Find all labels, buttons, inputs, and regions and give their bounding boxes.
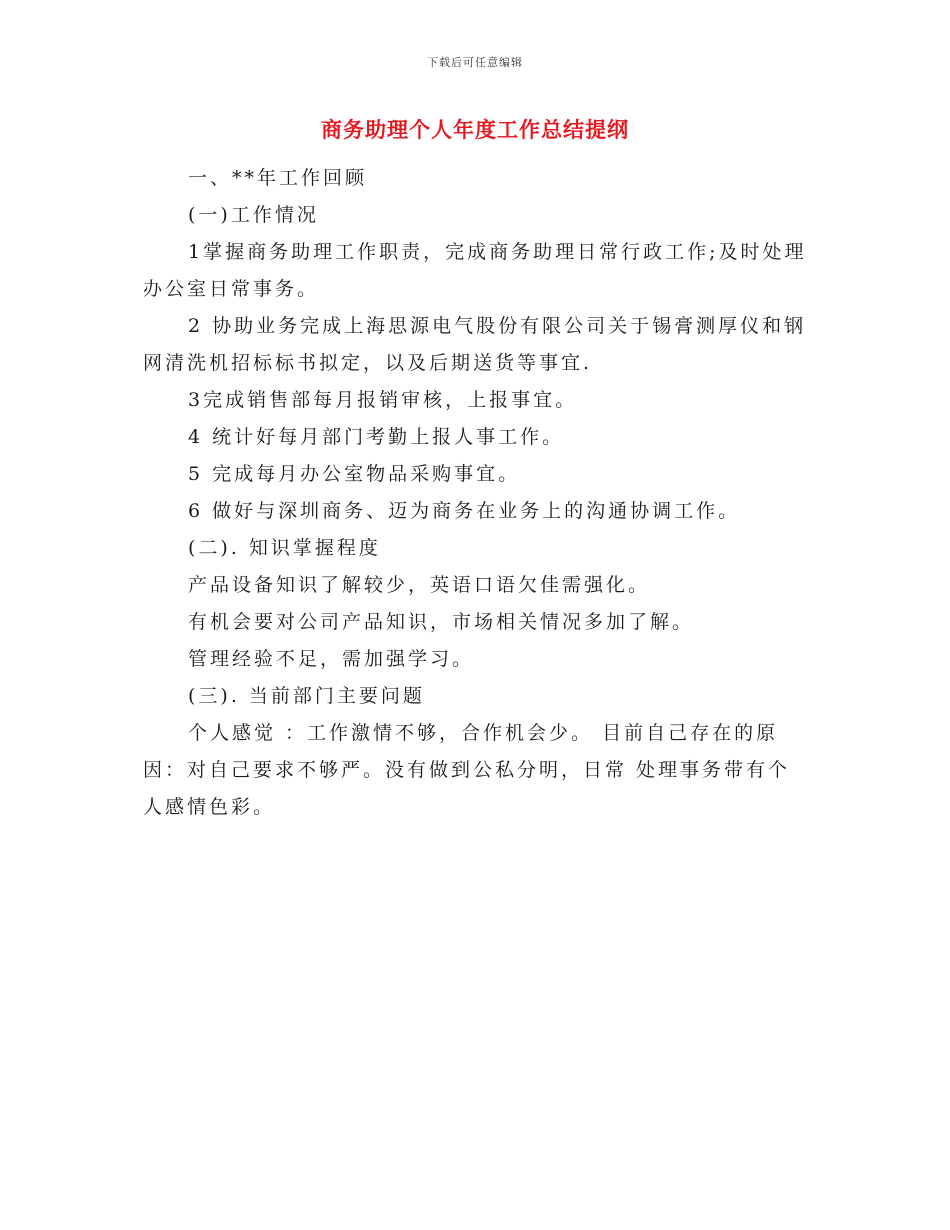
document-body bbox=[143, 160, 808, 826]
paragraph: 6 做好与深圳商务、迈为商务在业务上的沟通协调工作。 bbox=[188, 500, 741, 522]
paragraph: 1掌握商务助理工作职责，完成商务助理日常行政工作;及时处理办公室日常事务。 bbox=[143, 241, 807, 300]
paragraph: 管理经验不足，需加强学习。 bbox=[188, 648, 475, 670]
header-note: 下载后可任意编辑 bbox=[427, 56, 523, 69]
subsection-heading: (二). 知识掌握程度 bbox=[188, 537, 381, 559]
document-title: 商务助理个人年度工作总结提纲 bbox=[321, 117, 629, 142]
paragraph: 个人感觉 ：工作激情不够，合作机会少。 目前自己存在的原因：对自己要求不够严。没有做到公私分明，日常 处理事务带有个人感情色彩。 bbox=[143, 722, 791, 818]
paragraph: 4 统计好每月部门考勤上报人事工作。 bbox=[188, 426, 565, 448]
paragraph: 3完成销售部每月报销审核，上报事宜。 bbox=[188, 389, 578, 411]
paragraph: 产品设备知识了解较少，英语口语欠佳需强化。 bbox=[188, 574, 651, 596]
paragraph: 5 完成每月办公室物品采购事宜。 bbox=[188, 463, 521, 485]
paragraph: 有机会要对公司产品知识，市场相关情况多加了解。 bbox=[188, 611, 695, 633]
section-heading: 一、**年工作回顾 bbox=[188, 167, 368, 189]
subsection-heading: (一)工作情况 bbox=[188, 204, 319, 226]
subsection-heading: (三). 当前部门主要问题 bbox=[188, 685, 425, 707]
paragraph: 2 协助业务完成上海思源电气股份有限公司关于锡膏测厚仪和钢网清洗机招标标书拟定，以及后期送货等事宜. bbox=[143, 315, 807, 374]
